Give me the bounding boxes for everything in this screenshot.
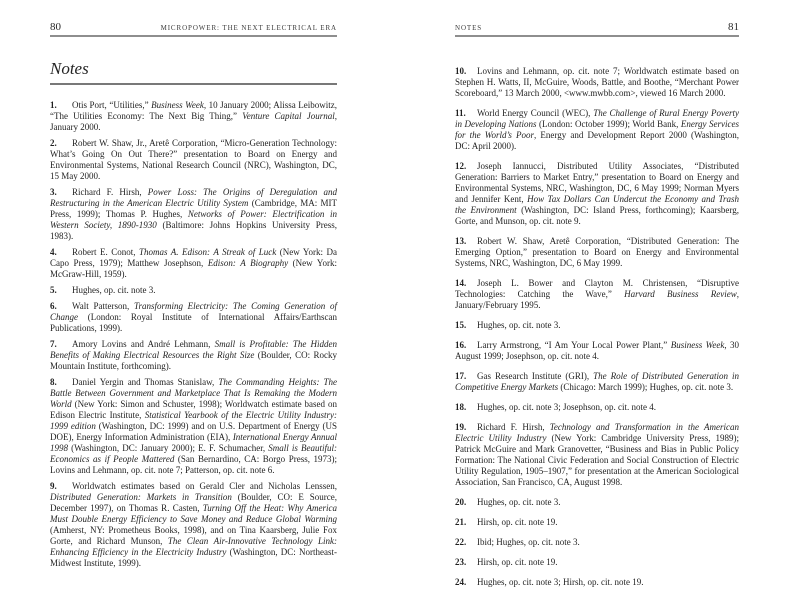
note-item [455,517,739,528]
note-text-segment: Technology and Transformation in the American Electric Utility Industry [455,422,739,443]
note-item [50,301,337,334]
page-80 [50,22,337,569]
note-text-segment: (Baltimore: Johns Hopkins University Press, 1983). [50,220,337,241]
note-text-segment: Business Week [670,340,725,350]
note-text-segment: Turning Off the Heat: Why America Must Double Energy Efficiency to Save Money and Reduce Global Warming [50,503,337,524]
note-item [455,557,739,568]
running-head-right: NOTES [455,24,483,32]
section-title: Notes [50,59,337,85]
note-item [455,66,739,99]
note-item [455,577,739,588]
note-text-segment: (New York: McGraw-Hill, 1959). [50,258,337,279]
note-number: 16. [455,340,467,350]
note-item [50,285,337,296]
note-text-segment: Venture Capital Journal [242,111,335,121]
note-number: 21. [455,517,467,527]
note-text-segment: Larry Armstrong, “I Am Your Local Power Plant,” [477,340,671,350]
note-text-segment: (New York: Da Capo Press, 1979); Matthew Josephson, [50,247,338,268]
note-text-segment: The Challenge of Rural Energy Poverty in Developing Nations [455,108,739,129]
note-text-segment: Hirsh, op. cit. note 19. [477,517,558,527]
note-text-segment: Business Week [151,100,204,110]
note-text-segment: Harvard Business Review [624,289,737,299]
note-text-segment: How Tax Dollars Can Undercut the Economy and Trash the Environment [455,194,739,215]
note-text-segment: , 30 August 1999; Josephson, op. cit. note 4. [455,340,739,361]
note-text-segment: Hughes, op. cit. note 3. [477,497,561,507]
note-item [455,422,739,488]
note-text-segment: Amory Lovins and André Lehmann, [72,339,215,349]
note-text-segment: Hughes, op. cit. note 3; Josephson, op. cit. note 4. [477,402,656,412]
note-item [455,371,739,393]
note-text-segment: (Amherst, NY: Prometheus Books, 1998), and on Tina Kaarsberg, Julie Fox Gorte, and Richard Munson, [50,525,337,546]
page-81 [455,22,739,588]
note-number: 17. [455,371,467,381]
note-number: 6. [50,301,57,311]
note-item [455,537,739,548]
note-item [50,339,337,372]
note-text-segment: (Washington, DC: Northeast-Midwest Institute, 1999). [50,547,337,568]
note-text-segment: Robert W. Shaw, Jr., Aretê Corporation, “Micro-Generation Technology: What’s Going On Out There?” presentation to Board on Energy and Environmental Systems, National Research Council (NRC), Washington, DC, 15 May 2000. [50,138,337,181]
note-text-segment: Daniel Yergin and Thomas Stanislaw, [72,377,219,387]
note-text-segment: The Commanding Heights: The Battle Between Government and Marketplace That Is Remaking the Modern World [50,377,337,409]
note-item [455,278,739,311]
note-text-segment: (Washington, DC: Island Press, forthcoming); Kaarsberg, Gorte, and Munson, op. cit. note 9. [455,205,739,226]
note-number: 12. [455,161,467,171]
note-text-segment: Lovins and Lehmann, op. cit. note 7; Worldwatch estimate based on Stephen H. Watts, II, McGuire, Woods, Battle, and Boothe, “Merchant Power Scoreboard,” 13 March 2000, <www.mwbb.com>, viewed 16 March 2000. [455,66,739,98]
note-text-segment: , Energy and Development Report 2000 (Washington, DC: April 2000). [455,130,739,151]
page-number-right: 81 [728,21,739,33]
note-number: 9. [50,481,57,491]
note-number: 24. [455,577,467,587]
note-text-segment: Robert E. Conot, [72,247,139,257]
note-text-segment: , January 2000. [50,111,337,132]
note-number: 1. [50,100,57,110]
note-number: 7. [50,339,57,349]
note-number: 13. [455,236,467,246]
note-text-segment: Richard F. Hirsh, [72,187,148,197]
note-text-segment: (Washington, DC: 1999) and on U.S. Department of Energy (US DOE), Energy Information Administration (EIA), [50,421,338,442]
note-text-segment: (London: October 1999); World Bank, [536,119,681,129]
note-text-segment: Otis Port, “Utilities,” [72,100,152,110]
note-text-segment: Hughes, op. cit. note 3. [72,285,156,295]
note-number: 2. [50,138,57,148]
note-text-segment: (Boulder, CO: Rocky Mountain Institute, forthcoming). [50,350,337,371]
page-number-left: 80 [50,21,61,33]
running-head-left: MICROPOWER: THE NEXT ELECTRICAL ERA [160,24,337,32]
note-text-segment: (New York: Cambridge University Press, 1989); Patrick McGuire and Mark Granovetter, “Business and Bias in Public Policy Formation: The National Civic Federation and Social Construction of Electric Utility Regulation, 1905–1907,” for presentation at the American Sociological Association, San Francisco, CA, August 1998. [455,433,739,487]
note-number: 14. [455,278,467,288]
note-item [50,138,337,182]
note-item [455,340,739,362]
note-item [455,320,739,331]
note-text-segment: Statistical Yearbook of the Electric Utility Industry: 1999 edition [50,410,337,431]
note-text-segment: The Clean Air-Innovative Technology Link: Enhancing Efficiency in the Electricity Industry [50,536,337,557]
note-text-segment: Small is Beautiful: Economics as if People Mattered [50,443,337,464]
note-text-segment: Hughes, op. cit. note 3. [477,320,561,330]
note-text-segment: Networks of Power: Electrification in Western Society, 1890-1930 [50,209,338,230]
note-number: 5. [50,285,57,295]
note-text-segment: World Energy Council (WEC), [477,108,594,118]
note-item [455,402,739,413]
note-item [50,187,337,242]
note-text-segment: Walt Patterson, [72,301,134,311]
note-text-segment: Worldwatch estimates based on Gerald Cler and Nicholas Lenssen, [72,481,337,491]
note-number: 4. [50,247,57,257]
page-header-right [455,22,739,37]
note-text-segment: Small is Profitable: The Hidden Benefits of Making Electrical Resources the Right Size [50,339,337,360]
note-text-segment: , 10 January 2000; Alissa Leibowitz, “The Utilities Economy: The Next Big Thing,” [50,100,338,121]
note-text-segment: Joseph L. Bower and Clayton M. Christensen, “Disruptive Technologies: Catching the Wave,” [455,278,739,299]
note-text-segment: Ibid; Hughes, op. cit. note 3. [477,537,580,547]
note-text-segment: Joseph Iannucci, Distributed Utility Associates, “Distributed Generation: Barriers to Market Entry,” presentation to Board on Energy and Environmental Systems, NRC, Washington, DC, 6 May 1999; Norman Myers and Jennifer Kent, [455,161,739,204]
note-text-segment: Hirsh, op. cit. note 19. [477,557,558,567]
note-item [455,497,739,508]
note-text-segment: Thomas A. Edison: A Streak of Luck [138,247,277,257]
note-text-segment: Richard F. Hirsh, [477,422,550,432]
note-item [50,247,337,280]
note-item [50,481,337,569]
note-text-segment: (Chicago: March 1999); Hughes, op. cit. note 3. [558,382,734,392]
note-number: 22. [455,537,467,547]
notes-column-left [50,100,337,569]
note-text-segment: (Cambridge, MA: MIT Press, 1999); Thomas P. Hughes, [50,198,337,219]
note-text-segment: (San Bernardino, CA: Borgo Press, 1973); Lovins and Lehmann, op. cit. note 7; Patterson, op. cit. note 6. [50,454,338,475]
note-text-segment: International Energy Annual 1998 [50,432,338,453]
note-text-segment: Energy Services for the World’s Poor [455,119,740,140]
note-number: 10. [455,66,467,76]
note-number: 18. [455,402,467,412]
note-text-segment: , January/February 1995. [455,289,739,310]
note-text-segment: The Role of Distributed Generation in Competitive Energy Markets [455,371,739,392]
note-number: 8. [50,377,57,387]
notes-column-right [455,66,739,588]
note-item [455,236,739,269]
note-item [50,377,337,476]
note-item [455,161,739,227]
note-text-segment: Distributed Generation: Markets in Transition [50,492,232,502]
note-text-segment: (New York: Simon and Schuster, 1998); Worldwatch estimate based on Edison Electric Institute, [50,399,337,420]
note-text-segment: Robert W. Shaw, Aretê Corporation, “Distributed Generation: The Emerging Option,” presentation to Board on Energy and Environmental Systems, NRC, Washington, DC, 6 May 1999. [455,236,739,268]
note-text-segment: Hughes, op. cit. note 3; Hirsh, op. cit. note 19. [477,577,644,587]
note-item [455,108,739,152]
note-text-segment: (London: Royal Institute of International Affairs/Earthscan Publications, 1999). [50,312,337,333]
note-number: 11. [455,108,466,118]
note-text-segment: Power Loss: The Origins of Deregulation and Restructuring in the American Electric Utility System [50,187,337,208]
note-text-segment: (Washington, DC: January 2000); E. F. Schumacher, [68,443,269,453]
note-number: 19. [455,422,467,432]
page-header-left [50,22,337,37]
note-number: 23. [455,557,467,567]
note-number: 15. [455,320,467,330]
note-text-segment: Transforming Electricity: The Coming Generation of Change [50,301,338,322]
note-text-segment: Gas Research Institute (GRI), [477,371,594,381]
note-item [50,100,337,133]
note-number: 3. [50,187,57,197]
note-text-segment: Edison: A Biography [207,258,289,268]
note-text-segment: (Boulder, CO: E Source, December 1997), on Thomas R. Casten, [50,492,337,513]
note-number: 20. [455,497,467,507]
